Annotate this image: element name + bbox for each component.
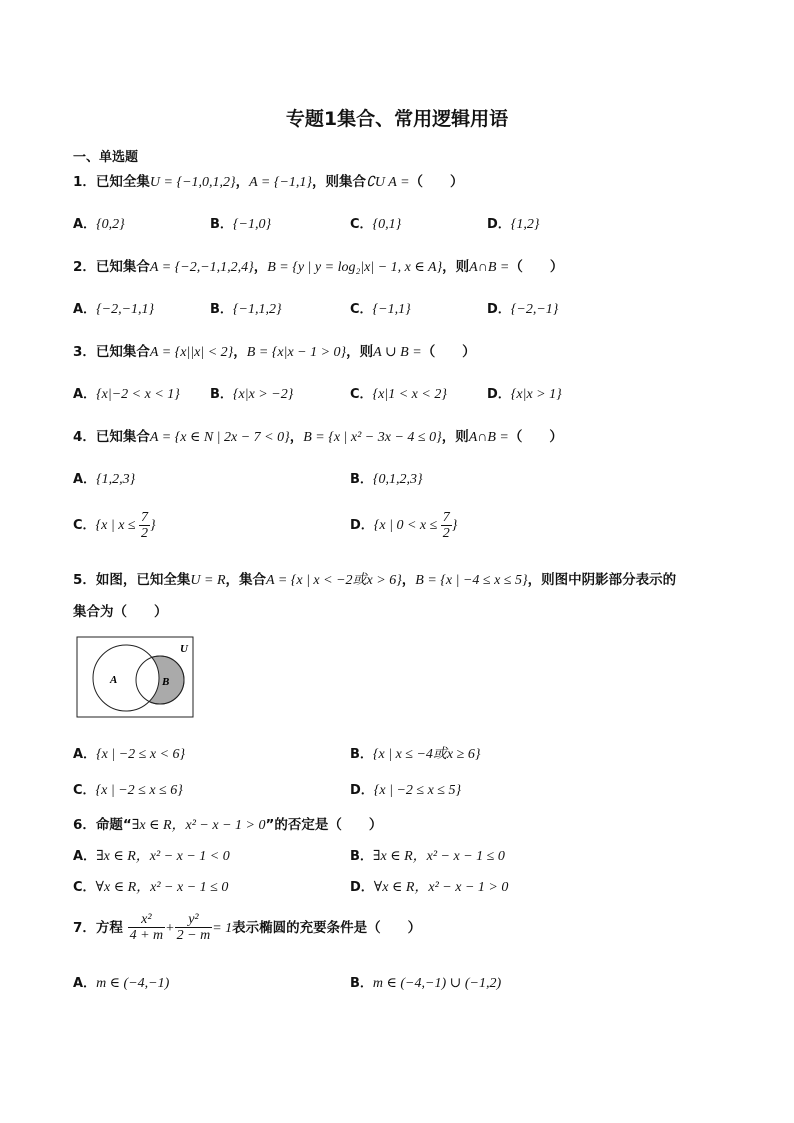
math-expression: B = {x|x − 1 > 0} xyxy=(246,345,347,360)
math-expression: A = {−1,1} xyxy=(249,175,312,190)
option-c: C．∀x ∈ R，x² − x − 1 ≤ 0 xyxy=(73,880,229,895)
option-c: C．{x | x ≤ $\frac{7}{2}$ } xyxy=(73,510,156,542)
math-expression: ∃x ∈ R，x² − x − 1 > 0 xyxy=(131,818,266,833)
option-a: A．∃x ∈ R，x² − x − 1 < 0 xyxy=(73,849,230,864)
math-expression: U = {−1,0,1,2} xyxy=(149,175,236,190)
option-c: C．{x|1 < x < 2} xyxy=(350,387,447,402)
option-c: C．{−1,1} xyxy=(350,302,411,317)
question-6 xyxy=(73,813,382,834)
option-c: C．{x | −2 ≤ x ≤ 6} xyxy=(73,783,183,798)
question-3 xyxy=(73,340,476,361)
question-text: ， xyxy=(235,174,250,190)
option-d: D．{x|x > 1} xyxy=(487,387,562,402)
fraction: $\frac{7}{2}$ xyxy=(442,510,450,542)
question-text: 已知集合 xyxy=(95,429,150,445)
option-b: B．{x|x > −2} xyxy=(210,387,294,402)
math-expression: A ∪ B = xyxy=(373,345,422,360)
question-text: 表示椭圆的充要条件是（ ） xyxy=(232,919,422,936)
option-a: A．{0,2} xyxy=(73,217,125,232)
question-text: ， xyxy=(233,344,247,360)
question-text: ， xyxy=(253,259,268,275)
question-text: ，集合 xyxy=(225,572,267,588)
math-expression: B = {y | y = log₂|x| − 1, x ∈ A} xyxy=(267,260,443,275)
set-u-label: U xyxy=(180,643,188,655)
math-expression: A∩B = xyxy=(469,260,510,275)
math-expression: B = {x | x² − 3x − 4 ≤ 0} xyxy=(303,430,442,445)
answer-blank: （ ） xyxy=(409,174,464,190)
question-number: 6． xyxy=(73,817,96,833)
option-a: A．{−2,−1,1} xyxy=(73,302,155,317)
question-text: 已知集合 xyxy=(95,344,150,360)
question-4 xyxy=(73,425,563,446)
option-a: A．m ∈ (−4,−1) xyxy=(73,976,170,991)
answer-blank: （ ） xyxy=(509,259,564,275)
math-expression: U = R xyxy=(190,573,226,588)
question-number: 7． xyxy=(73,919,96,936)
math-expression: A = {−2,−1,1,2,4} xyxy=(149,260,254,275)
answer-blank: ”的否定是（ ） xyxy=(265,817,383,833)
option-c: C．{0,1} xyxy=(350,217,402,232)
question-text: ，则集合 xyxy=(312,174,366,190)
question-text: ，则 xyxy=(346,344,374,360)
math-expression: B = {x | −4 ≤ x ≤ 5} xyxy=(415,573,528,588)
option-d: D．{−2,−1} xyxy=(487,302,559,317)
question-text: ， xyxy=(401,572,416,588)
question-text: 命题“ xyxy=(95,817,132,833)
set-a-label: A xyxy=(110,674,118,686)
math-expression: A = {x ∈ N | 2x − 7 < 0} xyxy=(149,430,290,445)
math-expression: A = {x | x < −2或x > 6} xyxy=(266,573,402,588)
question-text: 已知全集 xyxy=(95,174,150,190)
fraction: $\frac{\text{x²}}{4 + m}$ xyxy=(129,912,164,944)
option-b: B．{x | x ≤ −4或x ≥ 6} xyxy=(350,747,481,762)
question-text: 如图，已知全集 xyxy=(95,572,191,588)
fraction: $\frac{\text{y²}}{2 - m}$ xyxy=(176,912,211,944)
question-number: 2． xyxy=(73,259,96,275)
question-text: ，则 xyxy=(441,429,469,445)
math-expression: A∩B = xyxy=(468,430,509,445)
page-title: 专题1集合、常用逻辑用语 xyxy=(285,108,509,130)
question-text: ，则 xyxy=(442,259,470,275)
question-7: 7．方程 $\frac{\text{x²}}{4 + m}$ + $\frac{\text{y²}}{2 - m}$ = 1表示椭圆的充要条件是（ ） xyxy=(73,912,422,944)
question-text: ， xyxy=(289,429,304,445)
math-expression: A = {x||x| < 2} xyxy=(149,345,234,360)
option-b: B．{0,1,2,3} xyxy=(350,472,423,487)
answer-blank: （ ） xyxy=(421,344,476,360)
option-b: B．∃x ∈ R，x² − x − 1 ≤ 0 xyxy=(350,849,505,864)
question-text: 方程 xyxy=(95,919,123,936)
question-1 xyxy=(73,170,464,191)
option-d: D．∀x ∈ R，x² − x − 1 > 0 xyxy=(350,880,509,895)
question-5 xyxy=(73,568,676,589)
question-text: ，则图中阴影部分表示的 xyxy=(527,572,677,588)
section-heading: 一、单选题 xyxy=(73,150,139,165)
question-text: 已知集合 xyxy=(95,259,150,275)
question-number: 5． xyxy=(73,572,96,588)
question-5-line2: 集合为（ ） xyxy=(73,604,168,620)
set-b-label: B xyxy=(162,676,170,688)
option-a: A．{x | −2 ≤ x < 6} xyxy=(73,747,186,762)
option-b: B．{−1,0} xyxy=(210,217,272,232)
question-number: 3． xyxy=(73,344,96,360)
option-b: B．m ∈ (−4,−1) ∪ (−1,2) xyxy=(350,976,502,991)
question-2 xyxy=(73,255,563,276)
fraction: $\frac{7}{2}$ xyxy=(140,510,148,542)
option-a: A．{1,2,3} xyxy=(73,472,136,487)
venn-diagram xyxy=(76,636,194,718)
option-d: D．{x | 0 < x ≤ $\frac{7}{2}$ } xyxy=(350,510,458,542)
option-b: B．{−1,1,2} xyxy=(210,302,282,317)
answer-blank: （ ） xyxy=(508,429,563,445)
option-a: A．{x|−2 < x < 1} xyxy=(73,387,180,402)
math-expression: ∁U A = xyxy=(366,175,410,190)
option-d: D．{x | −2 ≤ x ≤ 5} xyxy=(350,783,462,798)
question-number: 1． xyxy=(73,174,96,190)
question-number: 4． xyxy=(73,429,96,445)
option-d: D．{1,2} xyxy=(487,217,540,232)
